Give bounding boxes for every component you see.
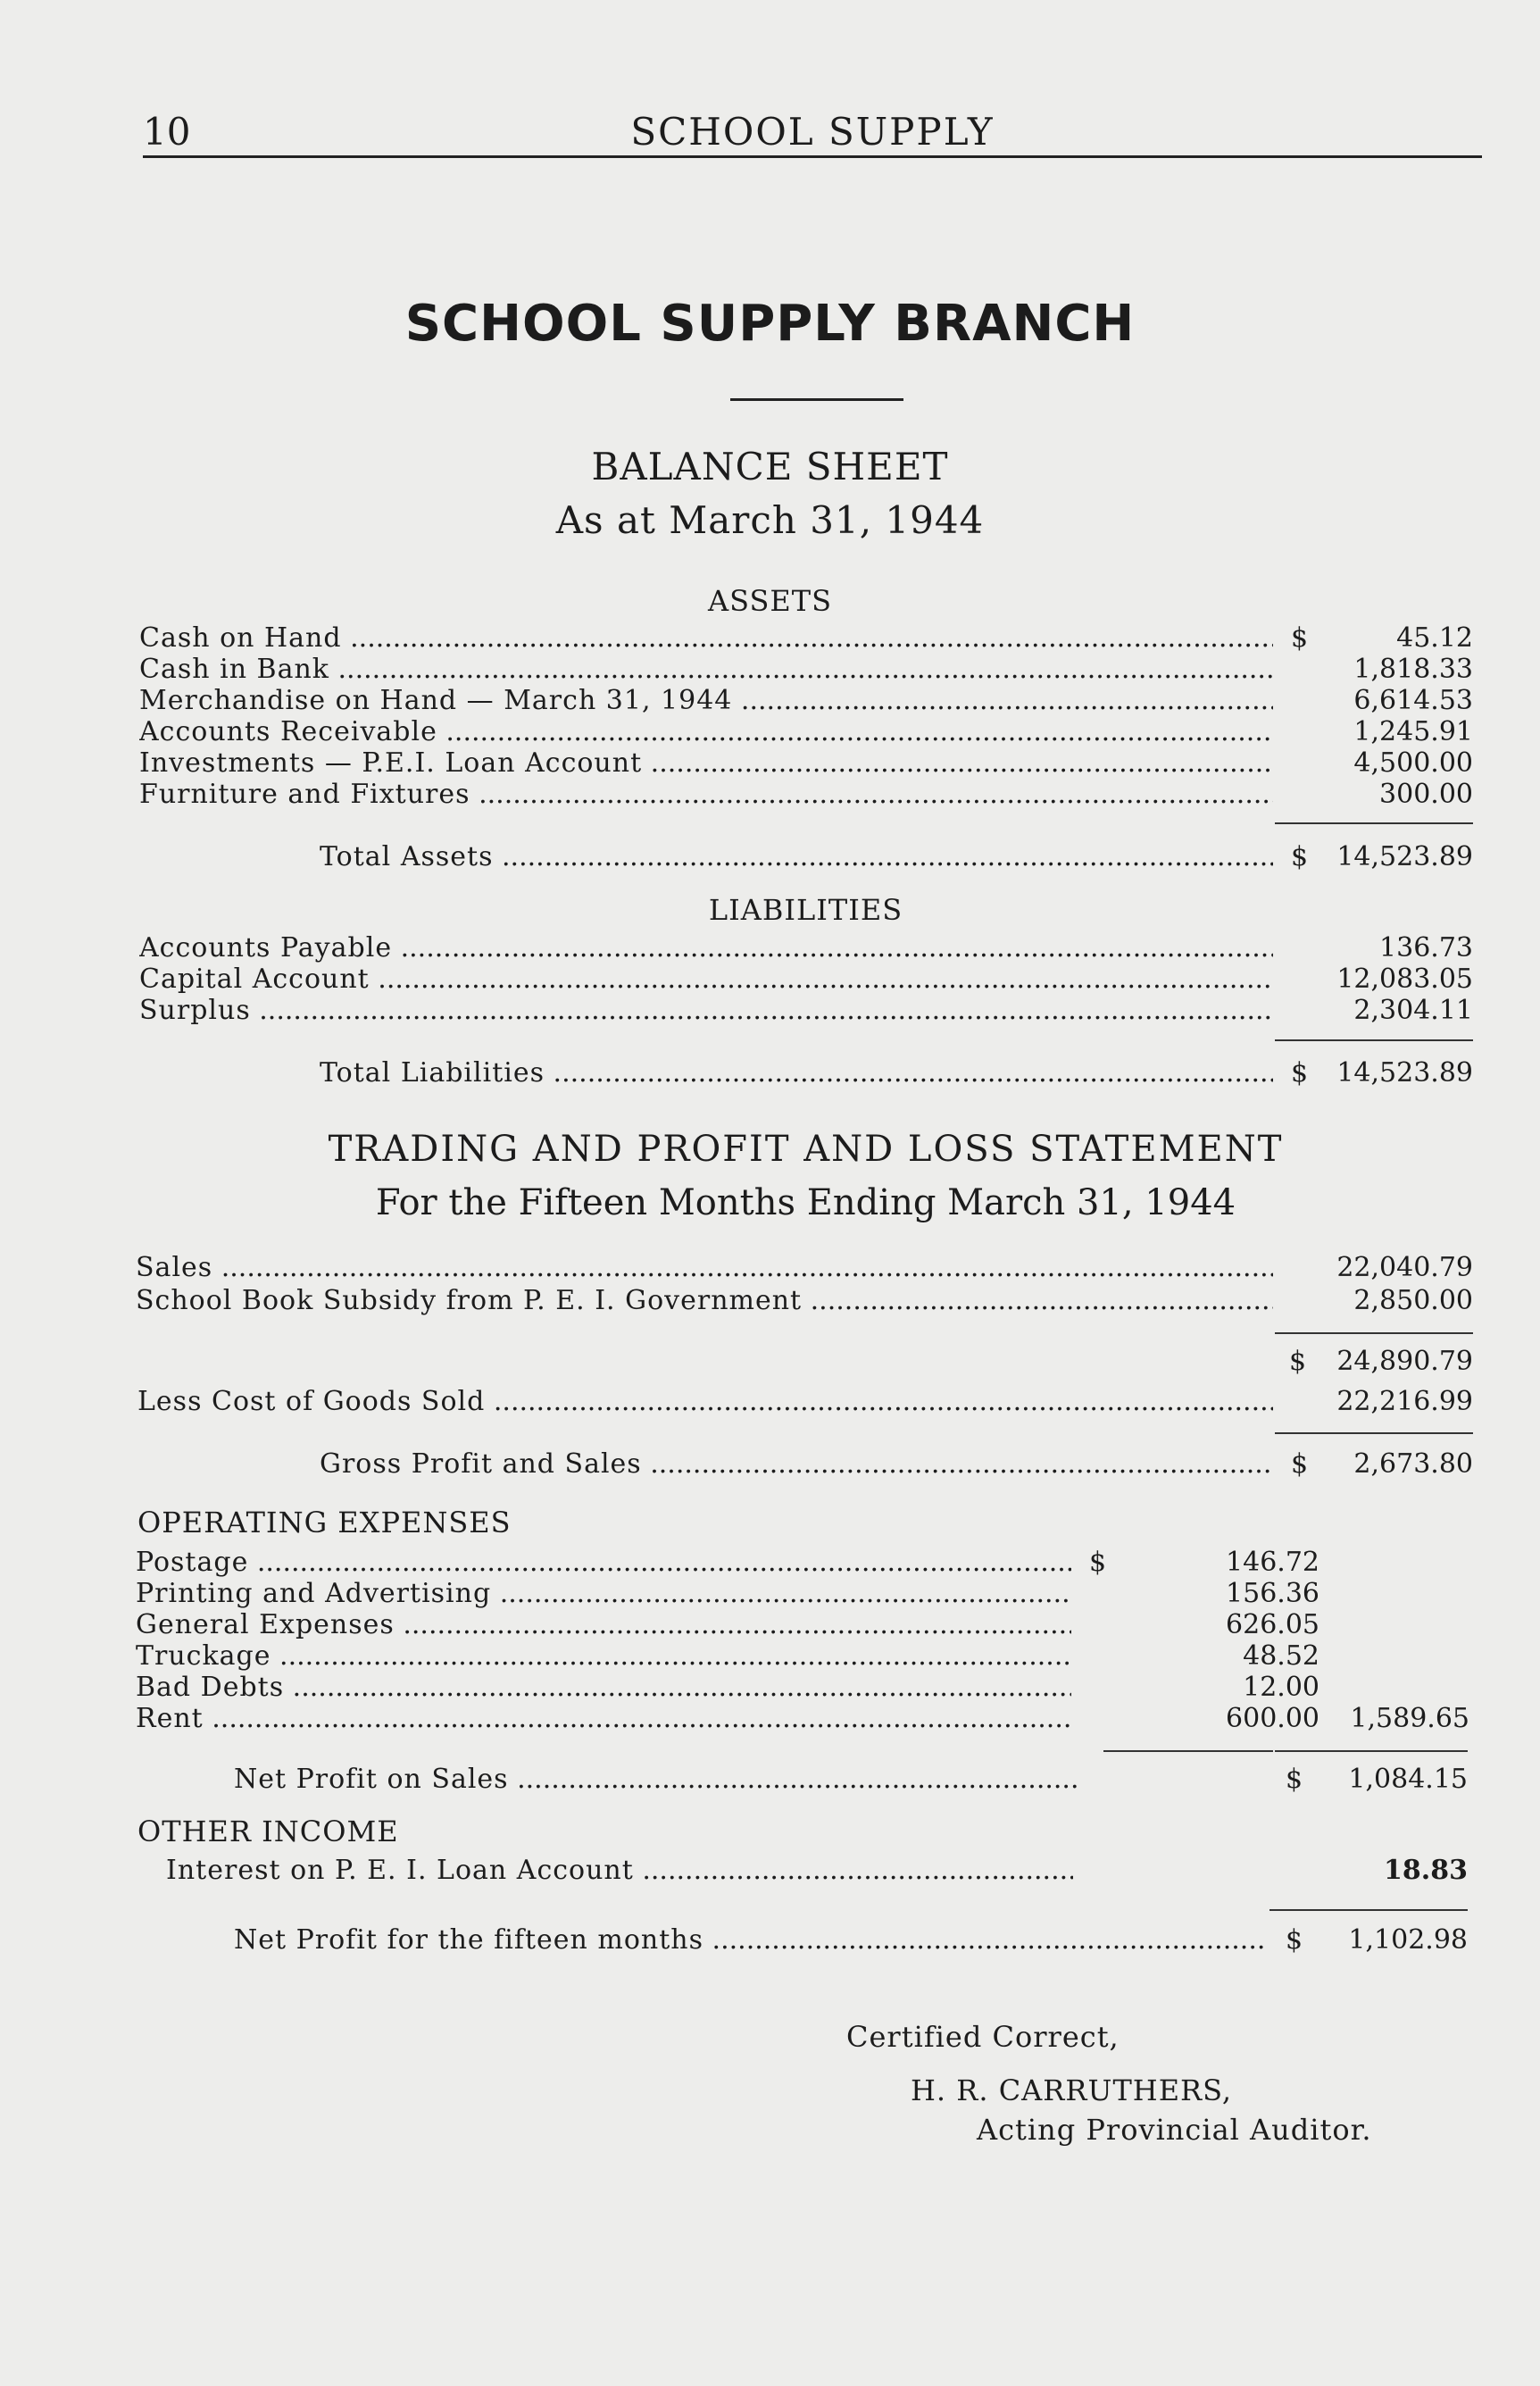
asset-row bbox=[139, 654, 1473, 686]
total-liabilities-row bbox=[320, 1057, 1473, 1089]
row-currency: $ bbox=[1289, 1346, 1307, 1377]
net-profit-period-row bbox=[234, 1924, 1468, 1956]
row-currency: $ bbox=[1286, 1924, 1303, 1956]
row-amount: 12,083.05 bbox=[1336, 964, 1473, 995]
expense-rule bbox=[1275, 1750, 1468, 1752]
sales-row bbox=[136, 1252, 1473, 1284]
expense-rule bbox=[1103, 1750, 1273, 1752]
row-label: Less Cost of Goods Sold ..... bbox=[137, 1386, 1273, 1418]
row-amount: 136.73 bbox=[1379, 932, 1473, 964]
row-amount: 1,084.15 bbox=[1348, 1764, 1468, 1795]
row-label: Interest on P. E. I. Loan Account ..... bbox=[166, 1855, 1073, 1887]
expense-row bbox=[136, 1609, 1473, 1641]
liability-row bbox=[139, 964, 1473, 996]
row-amount: 18.83 bbox=[1384, 1855, 1468, 1886]
other-income-heading: OTHER INCOME bbox=[137, 1815, 399, 1848]
page-title: SCHOOL SUPPLY BRANCH bbox=[404, 295, 1136, 353]
row-currency: $ bbox=[1291, 622, 1309, 654]
total-rule bbox=[1275, 822, 1473, 824]
row-amount: 12.00 bbox=[1243, 1672, 1319, 1703]
operating-expenses-heading: OPERATING EXPENSES bbox=[137, 1506, 512, 1539]
row-amount: 4,500.00 bbox=[1353, 747, 1473, 779]
asset-row bbox=[139, 716, 1473, 748]
row-currency: $ bbox=[1291, 1057, 1309, 1089]
row-amount: 1,818.33 bbox=[1353, 654, 1473, 685]
asset-row bbox=[139, 622, 1473, 655]
expense-row bbox=[136, 1578, 1473, 1610]
auditor-title: Acting Provincial Auditor. bbox=[977, 2113, 1372, 2147]
row-amount: 14,523.89 bbox=[1336, 1057, 1473, 1089]
row-label: Furniture and Fixtures ..... bbox=[139, 779, 1273, 811]
expense-row bbox=[136, 1547, 1473, 1579]
gross-rule bbox=[1275, 1432, 1473, 1434]
row-amount: 146.72 bbox=[1226, 1547, 1319, 1578]
running-title: SCHOOL SUPPLY bbox=[630, 110, 995, 154]
row-label: Cash on Hand ..... bbox=[139, 622, 1273, 655]
row-label: Sales ..... bbox=[136, 1252, 1273, 1284]
row-label: Gross Profit and Sales ..... bbox=[320, 1448, 1273, 1481]
row-amount: 2,850.00 bbox=[1353, 1285, 1473, 1316]
row-amount: 1,102.98 bbox=[1348, 1924, 1468, 1956]
balance-sheet-date: As at March 31, 1944 bbox=[555, 498, 985, 542]
expense-row bbox=[136, 1703, 1473, 1735]
row-label: Accounts Payable ..... bbox=[139, 932, 1273, 964]
final-rule bbox=[1269, 1909, 1468, 1911]
subsidy-row bbox=[136, 1285, 1473, 1317]
row-label: Investments — P.E.I. Loan Account ..... bbox=[139, 747, 1273, 780]
row-label: Merchandise on Hand — March 31, 1944 ..... bbox=[139, 685, 1273, 717]
assets-heading: ASSETS bbox=[707, 584, 832, 618]
subtotal-row bbox=[136, 1346, 1473, 1378]
asset-row bbox=[139, 685, 1473, 717]
gross-profit-row bbox=[320, 1448, 1473, 1481]
row-amount: 1,245.91 bbox=[1353, 716, 1473, 747]
operating-total: 1,589.65 bbox=[1350, 1703, 1469, 1734]
row-currency: $ bbox=[1291, 841, 1309, 872]
row-amount: 2,304.11 bbox=[1353, 995, 1473, 1026]
row-amount: 22,216.99 bbox=[1336, 1386, 1473, 1417]
row-amount: 2,673.80 bbox=[1353, 1448, 1473, 1480]
row-label: Cash in Bank ..... bbox=[139, 654, 1273, 686]
asset-row bbox=[139, 747, 1473, 780]
row-amount: 6,614.53 bbox=[1353, 685, 1473, 716]
row-amount: 45.12 bbox=[1396, 622, 1473, 654]
row-label: Postage ..... bbox=[136, 1547, 1071, 1579]
row-currency: $ bbox=[1286, 1764, 1303, 1795]
row-amount: 24,890.79 bbox=[1336, 1346, 1473, 1377]
row-label: Net Profit for the fifteen months ..... bbox=[234, 1924, 1268, 1956]
balance-sheet-heading: BALANCE SHEET bbox=[591, 445, 949, 488]
liability-row bbox=[139, 932, 1473, 964]
asset-row bbox=[139, 779, 1473, 811]
expense-row bbox=[136, 1640, 1473, 1673]
auditor-name: H. R. CARRUTHERS, bbox=[911, 2073, 1233, 2107]
running-header bbox=[143, 109, 1482, 158]
pl-period: For the Fifteen Months Ending March 31, 1944 bbox=[375, 1182, 1236, 1223]
certified-line: Certified Correct, bbox=[846, 2020, 1120, 2054]
net-profit-sales-row bbox=[234, 1764, 1468, 1796]
row-label: Rent ..... bbox=[136, 1703, 1071, 1735]
row-label: Capital Account ..... bbox=[139, 964, 1273, 996]
total-rule bbox=[1275, 1039, 1473, 1041]
row-label: Truckage ..... bbox=[136, 1640, 1071, 1673]
row-amount: 156.36 bbox=[1226, 1578, 1319, 1609]
subtotal-rule bbox=[1275, 1332, 1473, 1334]
expense-row bbox=[136, 1672, 1473, 1704]
row-label: Total Liabilities ..... bbox=[320, 1057, 1273, 1089]
row-amount: 14,523.89 bbox=[1336, 841, 1473, 872]
total-assets-row bbox=[320, 841, 1473, 873]
row-amount: 48.52 bbox=[1243, 1640, 1319, 1672]
row-currency: $ bbox=[1291, 1448, 1309, 1480]
row-amount: 600.00 bbox=[1226, 1703, 1319, 1734]
row-amount: 626.05 bbox=[1226, 1609, 1319, 1640]
liabilities-heading: LIABILITIES bbox=[708, 893, 903, 927]
row-label: Surplus ..... bbox=[139, 995, 1273, 1027]
cost-of-goods-row bbox=[137, 1386, 1473, 1418]
row-currency: $ bbox=[1089, 1547, 1107, 1578]
interest-row bbox=[166, 1855, 1468, 1887]
page-number: 10 bbox=[143, 110, 191, 154]
row-label: Net Profit on Sales ..... bbox=[234, 1764, 1077, 1796]
pl-heading: TRADING AND PROFIT AND LOSS STATEMENT bbox=[328, 1129, 1284, 1170]
row-label: Bad Debts ..... bbox=[136, 1672, 1071, 1704]
row-label: Total Assets ..... bbox=[320, 841, 1273, 873]
row-label: School Book Subsidy from P. E. I. Government ..... bbox=[136, 1285, 1273, 1317]
liability-row bbox=[139, 995, 1473, 1027]
title-rule bbox=[730, 398, 903, 401]
row-label: Printing and Advertising ..... bbox=[136, 1578, 1071, 1610]
row-label: General Expenses ..... bbox=[136, 1609, 1071, 1641]
row-amount: 22,040.79 bbox=[1336, 1252, 1473, 1283]
row-label: Accounts Receivable ..... bbox=[139, 716, 1273, 748]
row-amount: 300.00 bbox=[1379, 779, 1473, 810]
